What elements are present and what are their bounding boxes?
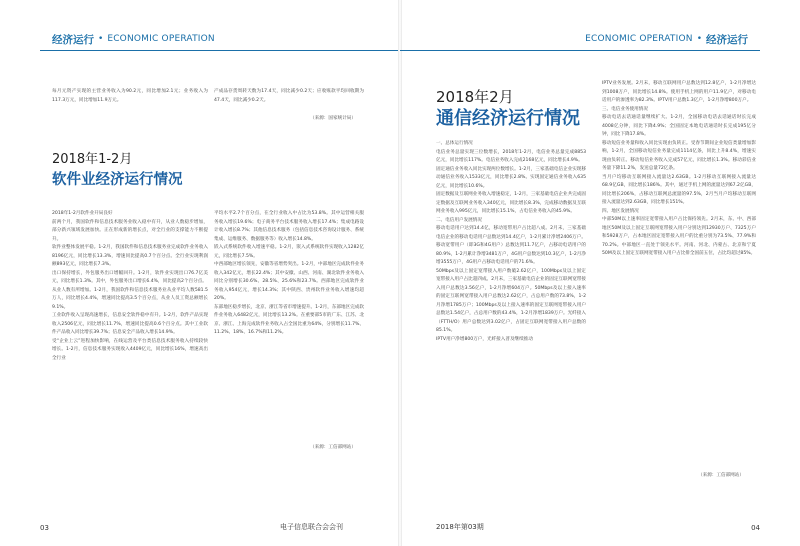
article-title-main: 通信经济运行情况 <box>436 108 580 129</box>
right-header-cn: 经济运行 <box>706 33 748 46</box>
article-source: （来源：工信部网站） <box>698 473 744 478</box>
left-header <box>52 28 215 50</box>
article-column-2: 平均水平2.7个百分点，在全行业收入中占比为53.8%。其中运营相关服务收入增长19.6%；电子商务平台技术服务收入增长17.4%；集成电路设计收入增长8.7%；其他信息技术服务（包括信息技术咨询设计服务、系统集成、运维服务、数据服务等）收入增长14.8%。 嵌入式系统软件收入增速平稳。1-2月，嵌入式系统软件实现收入1282亿元，同比增长7.5%。 中西部地区增长领先，安徽等省增势突出。1-2月，中部地区完成软件业务收入342亿元，增长22.4%；其中安徽、山西、河南、湖北软件业务收入同比分别增长30.6%、28.5%、25.6%和23.7%。西部地区完成软件业务收入954亿元，增长14.3%；其中陕西、贵州软件业务收入增速均超20%。 东部地区稳步增长，北京、浙江等省市增速提升。1-2月，东部地区完成软件业务收入6482亿元，同比增长13.2%。在重要部5市的广东、江苏、北京、浙江、上海完成软件业务收入占全国比重为64%，分别增长11.7%、11.2%、18%、16.7%和11.2%。 <box>214 211 364 335</box>
right-header-en: ECONOMIC OPERATION <box>585 34 693 44</box>
right-header <box>585 28 748 50</box>
carryover-source: （来源：国家统计局） <box>310 116 356 121</box>
carryover-right-text: 产成品存货周转天数为17.4天，同比减少0.2天；应收账款平均回收期为47.4天，同比减少0.2天。 <box>214 89 364 103</box>
carryover-left-text: 每月元资产实现的主营业务收入为90.2元，同比增加2.1元；业务收入为117.3万元，同比增加11.9万元。 <box>52 89 208 103</box>
article-title-date: 2018年1-2月 <box>52 152 133 167</box>
article-title-main: 软件业经济运行情况 <box>52 172 183 188</box>
left-header-cn: 经济运行 <box>52 33 94 46</box>
page-number: 03 <box>40 524 49 532</box>
left-header-rule <box>40 50 400 51</box>
article-source: （来源：工信部网站） <box>310 445 356 450</box>
right-page <box>400 0 800 546</box>
header-separator-dot: • <box>98 34 104 44</box>
article-column-2: IPTV业务发展。2月末，移动互联网用户总数达到12.8亿户，1-2月净增达到1008万户，同比增长14.8%。使用手机上网的用户11.9亿户，对移动电话用户的渗透率为82.3%。IPTV用户总数1.3亿户，1-2月净增800万户。 三、电信业务使用情况 移动电话去话通话量继续扩大。1-2月，全国移动电话去话通话时长完成4008亿分钟，同比下降4.9%；全国固定本地电话通话时长完成195亿分钟，同比下降17.8%。 移动短信业务量和收入同比实现由负转正。受春节期间企业短信类量增加影响，1-2月，全国移动短信业务量完成1114亿条，同比上升8.4%，增速实现由负转正。移动短信业务收入完成57亿元，同比增长1.3%。移动彩信业务量下降11.2%，发送总量72亿条。 当月户均移动互联网接入流量达2.63GB。1-2月移动互联网接入流量达68.9亿GB，同比增长186%。其中，通过手机上网的流量达到67.2亿GB，同比增长206%，占移动互联网总流量的97.5%，2月当月户均移动互联网接入流量达到2.63GB，同比增长151%。 四、地区发展情况 中部50M以上速率固定宽带接入用户占比保持领先。2月末，东、中、西部地区50M及以上固定互联网宽带接入用户分别达到12930万户、7325万户和5928万户，占本地区固定宽带接入用户的比重分别为73.5%、77.9%和70.2%。中部地区一直处于领先水平。河南、河北、内蒙古、北京和宁夏50M及以上固定互联网宽带接入用户占比排全国前五位，占比均超过85%。 <box>602 81 756 256</box>
article-column-1: 2018年1-2月软件业开局良好 前两个月，我国软件和信息技术服务业收入稳中有升，从业人数稳步增加，部分新兴领域发展加快。正在形成新的增长点，对全行业的支撑能力不断提升。 软件业整体发展平稳。1-2月，我国软件和信息技术服务业完成软件业务收入8196亿元，同比增长13.3%，增速同比提高0.7个百分点。全行业实现利润额893亿元，同比增长7.3%。 出口保持增长，外包服务出口增幅回升。1-2月，软件业实现出口76.7亿美元，同比增长1.3%。其中，外包服务出口增长6.4%，同比提高2个百分点。 从业人数有所增加。1-2月，我国软件和信息技术服务业从业平均人数581.5万人，同比增长4.4%，增速同比提高3.5个百分点，从业人员工资总额增长9.1%。 工业软件收入呈现高速增长，信息安全软件稳中有升。1-2月，软件产品实现收入2506亿元，同比增长11.7%，增速同比提高0.6个百分点。其中工业软件产品收入同比增长39.7%；信息安全产品收入增长14.9%。 受“企业上云”进程加快影响，在线运营及平台类信息技术服务收入持续较快增长。1-2月，信息技术服务实现收入4409亿元，同比增长16%，增速高出全行业 <box>52 211 208 361</box>
page-number: 04 <box>751 524 760 532</box>
article-column-1: 一、总体运行情况 电信业务总量实现三位数增长，2018年1-2月，电信业务总量完成8853亿元，同比增长117%。电信业务收入完成2168亿元，同比增长4.9%。 固定通信业务收入同比实现两位数增长。1-2月，三家基础电信企业实现移动通信业务收入1533亿元，同比增长2.8%。实现固定通信业务收入635亿元，同比增长10.6%。 固定数据及互联网业务收入增速稳定，1-2月，三家基础电信企业共完成固定数据及互联网业务收入340亿元，同比增长8.3%，完成移动数据及互联网业务收入995亿元，同比增长15.1%，占电信业务收入的45.9%。 二、电信用户发展情况 移动电话用户达到14.4亿，移动宽带用户占比超八成。2月末，三家基础电信企业的移动电话用户总数达到14.4亿户，1-2月累计净增2406万户。移动宽带用户（即3G和4G用户）总数达到11.7亿户，占移动电话用户的80.9%，1-2月累计净增3481万户，4G用户总数达到10.3亿户，1-2月净增3555万户，4G用户占移动电话用户的71.6%。 50Mbps及以上固定宽带接入用户数破2.62亿户，100Mbps及以上固定宽带接入用户占比超四成。2月末，三家基础电信企业的固定互联网宽带接入用户总数达3.56亿户，1-2月净增604万户。50Mbps及以上接入速率的固定互联网宽带接入用户总数达2.62亿户，占总用户数的73.8%，1-2月净增1785万户；100Mbps及以上接入速率的固定互联网宽带接入用户总数达1.54亿户，占总用户数的43.4%，1-2月净增1839万户。光纤接入（FTTH/O）用户总数达到3.02亿户，占固定互联网宽带接入用户总数的85.1%。 IPTV用户净增800万户，光纤接入普及继续推动 <box>436 141 586 342</box>
header-separator-dot: • <box>696 34 702 44</box>
footer-title: 电子信息联合会会刊 <box>280 523 343 531</box>
footer-issue: 2018年第03期 <box>436 523 484 531</box>
left-header-en: ECONOMIC OPERATION <box>107 34 215 44</box>
article-title-date: 2018年2月 <box>436 88 514 106</box>
right-header-rule <box>400 50 760 51</box>
